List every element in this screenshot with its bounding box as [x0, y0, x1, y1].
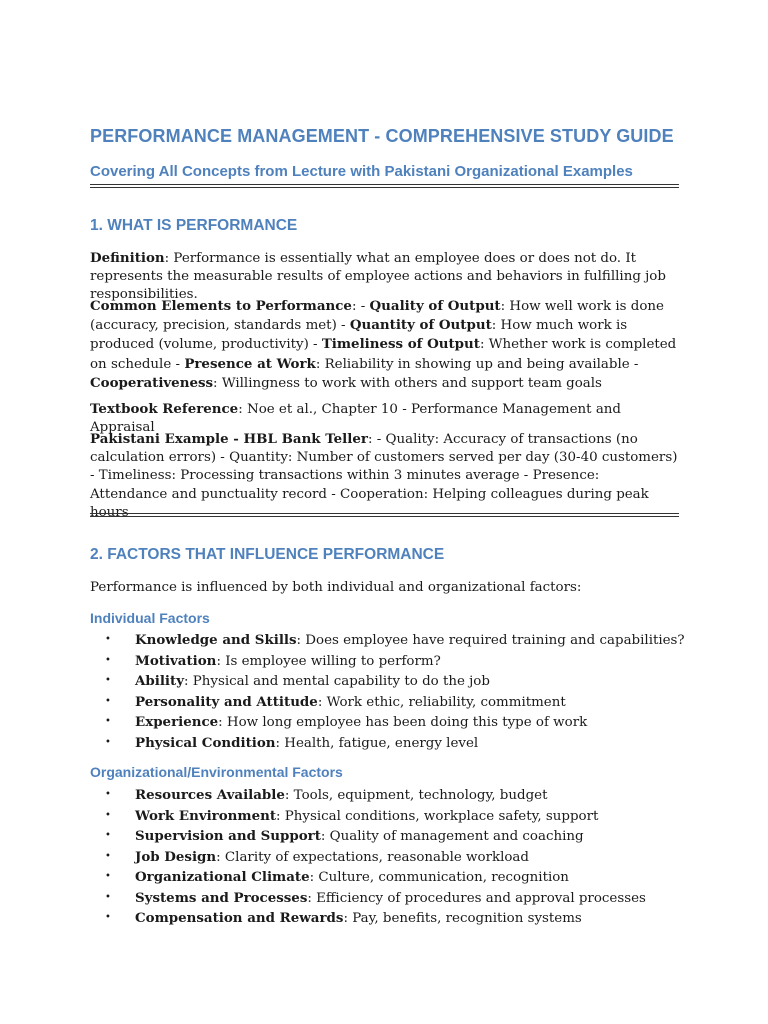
definition-label: Definition	[90, 250, 165, 266]
list-item	[90, 712, 680, 733]
element-label: Quantity of Output	[349, 317, 492, 334]
factor-label: Organizational Climate	[135, 869, 310, 885]
individual-factors-heading: Individual Factors	[90, 610, 210, 626]
list-item	[90, 847, 680, 868]
factor-label: Resources Available	[135, 787, 285, 803]
list-item	[90, 692, 680, 713]
list-item	[90, 785, 680, 806]
factor-label: Job Design	[135, 848, 217, 865]
element-label: Quality of Output	[369, 298, 501, 314]
factor-label: Knowledge and Skills	[135, 632, 297, 648]
individual-factors-list	[90, 630, 685, 753]
section-2-heading: 2. FACTORS THAT INFLUENCE PERFORMANCE	[90, 546, 445, 563]
bullet-icon: •	[105, 654, 111, 666]
common-elements-sep: : -	[351, 299, 370, 314]
definition-text: : Performance is essentially what an employee does or does not do. It represents the measurable results of employee actions and behaviors in fulfilling job responsibilities.	[90, 251, 666, 303]
factor-text: : Clarity of expectations, reasonable workload	[216, 849, 529, 865]
list-item	[90, 908, 680, 929]
document-subtitle: Covering All Concepts from Lecture with Pakistani Organizational Examples	[90, 163, 633, 180]
bullet-icon: •	[105, 809, 111, 821]
example-label: Pakistani Example - HBL Bank Teller	[90, 431, 368, 447]
bullet-icon: •	[105, 634, 111, 645]
example-text: : - Quality: Accuracy of transactions (no calculation errors) - Quantity: Number of customers served per day (30-40 customers) - Timeliness: Processing transactions within 3 minutes average - Presence: Attendance and punctuality record - Cooperation: Helping colleagues during peak hours	[90, 432, 678, 520]
section-1-heading: 1. WHAT IS PERFORMANCE	[90, 217, 298, 234]
list-item	[90, 651, 680, 672]
organizational-factors-list	[90, 785, 680, 929]
factor-text: : Health, fatigue, energy level	[275, 735, 479, 751]
element-text: : Willingness to work with others and support team goals	[213, 375, 602, 391]
list-item	[90, 671, 680, 692]
factor-text: : Culture, communication, recognition	[309, 870, 569, 885]
factor-label: Personality and Attitude	[135, 693, 318, 710]
element-text: : Reliability in showing up and being available -	[315, 356, 639, 372]
textbook-text: : Noe et al., Chapter 10 - Performance Management and Appraisal	[90, 402, 621, 436]
factor-label: Work Environment	[135, 807, 277, 824]
bullet-icon: •	[105, 716, 111, 727]
title-divider	[90, 184, 679, 188]
element-label: Cooperativeness	[90, 374, 214, 391]
bullet-icon: •	[105, 675, 111, 686]
bullet-icon: •	[105, 736, 111, 748]
list-item	[90, 806, 680, 827]
list-item	[90, 733, 680, 754]
list-item	[90, 867, 680, 888]
element-text: : Whether work is completed on schedule -	[90, 337, 677, 372]
list-item	[90, 630, 685, 651]
factors-intro: Performance is influenced by both individual and organizational factors:	[90, 580, 582, 595]
common-elements-label: Common Elements to Performance	[90, 298, 352, 314]
bullet-icon: •	[105, 830, 111, 841]
element-text: : How much work is produced (volume, productivity) -	[90, 318, 628, 353]
common-elements-paragraph	[90, 297, 680, 393]
factor-label: Motivation	[135, 652, 217, 669]
bullet-icon: •	[105, 871, 111, 882]
bullet-icon: •	[105, 850, 111, 862]
bullet-icon: •	[105, 695, 111, 707]
bullet-icon: •	[105, 891, 111, 903]
factor-text: : Efficiency of procedures and approval processes	[307, 890, 646, 906]
factor-text: : Physical conditions, workplace safety, support	[276, 808, 599, 824]
factor-text: : Pay, benefits, recognition systems	[343, 911, 582, 926]
organizational-factors-heading: Organizational/Environmental Factors	[90, 764, 343, 780]
factor-text: : Does employee have required training and capabilities?	[296, 633, 685, 648]
factor-label: Ability	[135, 673, 184, 689]
section-divider	[90, 513, 679, 517]
pakistani-example-paragraph	[90, 430, 680, 522]
element-text: : How well work is done (accuracy, precision, standards met) -	[90, 299, 664, 334]
factor-text: : Tools, equipment, technology, budget	[284, 788, 548, 803]
document-title: PERFORMANCE MANAGEMENT - COMPREHENSIVE STUDY GUIDE	[90, 126, 674, 146]
list-item	[90, 888, 680, 909]
list-item	[90, 826, 680, 847]
bullet-icon: •	[105, 789, 111, 800]
factor-label: Compensation and Rewards	[135, 910, 344, 926]
textbook-label: Textbook Reference	[90, 401, 239, 417]
factor-label: Supervision and Support	[135, 828, 321, 844]
factor-label: Physical Condition	[135, 734, 276, 751]
factor-text: : Quality of management and coaching	[320, 829, 584, 844]
factor-text: : Is employee willing to perform?	[216, 653, 441, 669]
factor-text: : How long employee has been doing this type of work	[218, 715, 588, 730]
factor-text: : Work ethic, reliability, commitment	[317, 694, 566, 710]
factor-label: Experience	[135, 714, 219, 730]
element-label: Timeliness of Output	[321, 336, 480, 353]
element-label: Presence at Work	[184, 355, 316, 372]
factor-label: Systems and Processes	[135, 889, 308, 906]
factor-text: : Physical and mental capability to do the job	[183, 674, 490, 689]
bullet-icon: •	[105, 912, 111, 923]
